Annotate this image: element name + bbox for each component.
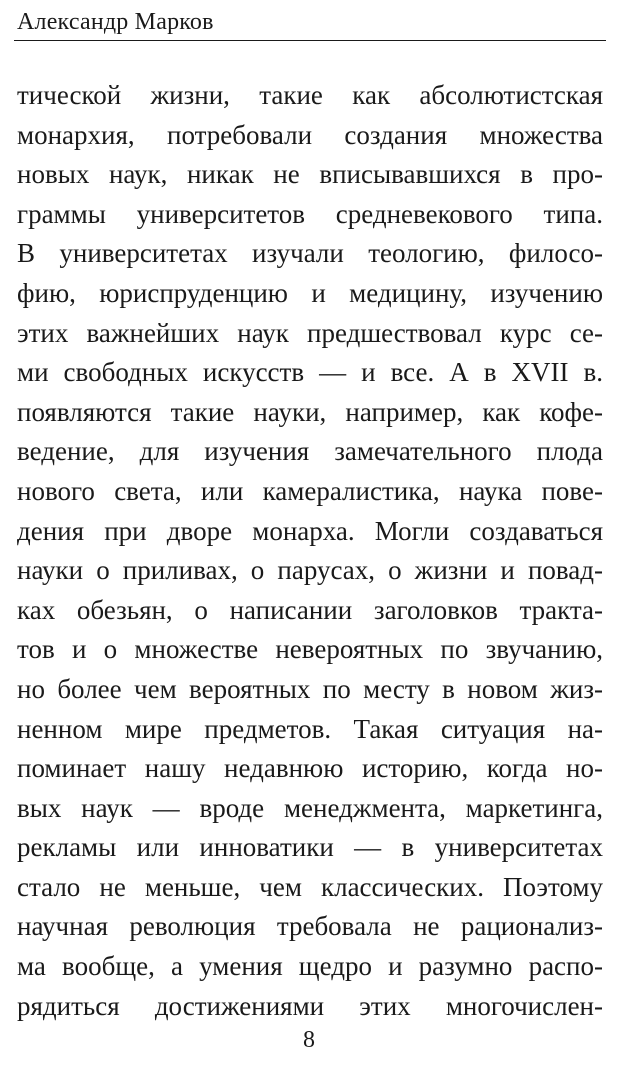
running-header-author: Александр Марков: [17, 9, 214, 35]
text-line: В университетах изучали теологию, филосо-: [17, 238, 603, 269]
text-line: этих важнейших наук предшествовал курс се-: [17, 317, 603, 348]
text-line: поминает нашу недавнюю историю, когда но-: [17, 753, 603, 784]
page-number: 8: [303, 1027, 315, 1053]
text-line: ми свободных искусств — и все. А в XVII в.: [17, 357, 603, 388]
text-line: рядиться достижениями этих многочислен-: [17, 990, 603, 1021]
text-line: стало не меньше, чем классических. Поэтому: [17, 871, 603, 902]
text-line: ненном мире предметов. Такая ситуация на-: [17, 713, 603, 744]
body-text: [17, 76, 603, 1026]
text-line: ках обезьян, о написании заголовков тракта-: [17, 594, 603, 625]
text-line: научная революция требовала не рационализ-: [17, 911, 603, 942]
text-line: ма вообще, а умения щедро и разумно распо-: [17, 951, 603, 982]
text-line: нового света, или камералистика, наука пове-: [17, 475, 603, 506]
header-rule: [14, 40, 606, 41]
text-line: новых наук, никак не вписывавшихся в про-: [17, 159, 603, 190]
text-line: но более чем вероятных по месту в новом жиз-: [17, 673, 603, 704]
text-line: граммы университетов средневекового типа.: [17, 198, 603, 229]
text-line: науки о приливах, о парусах, о жизни и повад-: [17, 555, 603, 586]
text-line: монархия, потребовали создания множества: [17, 119, 603, 150]
text-line: дения при дворе монарха. Могли создаваться: [17, 515, 603, 546]
text-line: фию, юриспруденцию и медицину, изучению: [17, 277, 603, 308]
text-line: рекламы или инноватики — в университетах: [17, 832, 603, 863]
text-line: тической жизни, такие как абсолютистская: [17, 80, 603, 110]
text-line: ведение, для изучения замечательного плода: [17, 436, 603, 467]
text-line: появляются такие науки, например, как кофе-: [17, 396, 603, 427]
text-line: тов и о множестве невероятных по звучанию,: [17, 634, 603, 665]
text-line: вых наук — вроде менеджмента, маркетинга,: [17, 792, 603, 823]
